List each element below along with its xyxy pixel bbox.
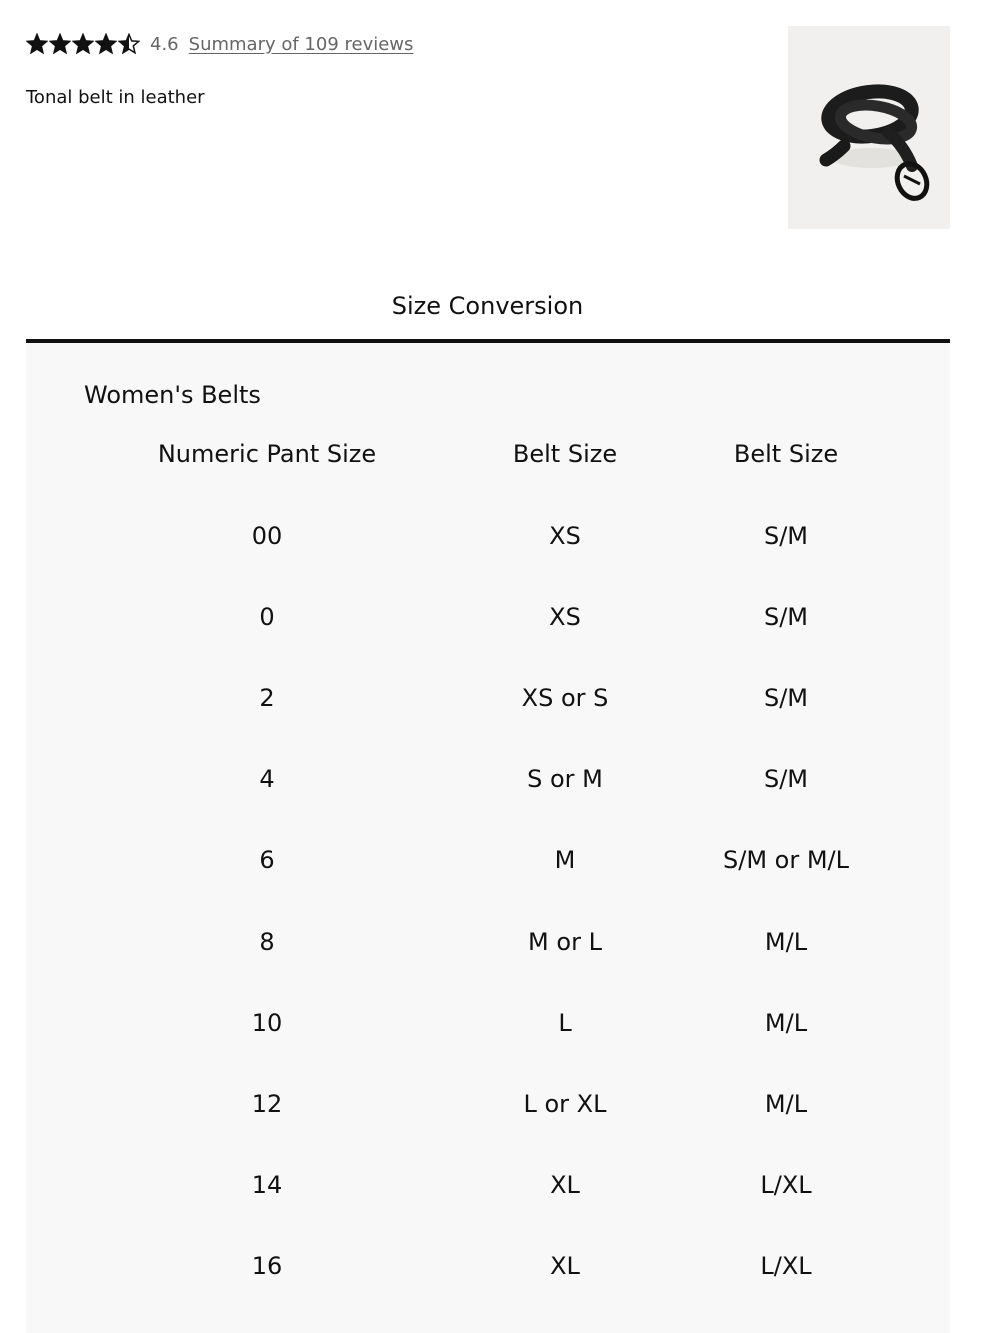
product-name: Tonal belt in leather (26, 87, 205, 108)
belt-size-alt-cell: S/M (763, 765, 809, 794)
column-header-belt-size-alt: Belt Size (733, 440, 839, 468)
belt-size-cell: XS (549, 603, 581, 632)
belt-size-alt-cell: M/L (764, 927, 808, 956)
belt-size-cell: L or XL (523, 1089, 607, 1118)
pant-size-cell: 12 (251, 1089, 283, 1118)
belt-size-cell: XL (550, 1170, 580, 1199)
star-icon (118, 33, 140, 55)
belt-size-cell: XL (550, 1251, 580, 1280)
pant-size-cell: 0 (259, 603, 275, 632)
size-conversion-panel (26, 343, 950, 1333)
belt-size-cell: XS or S (521, 684, 609, 713)
pant-size-cell: 6 (259, 846, 275, 875)
pant-size-cell: 00 (251, 522, 283, 550)
pant-size-cell: 10 (251, 1008, 283, 1037)
belt-size-alt-cell: S/M (763, 522, 809, 550)
star-icon (26, 33, 48, 55)
reviews-summary-link[interactable]: Summary of 109 reviews (188, 33, 414, 55)
pant-size-cell: 8 (259, 927, 275, 956)
table-heading: Women's Belts (84, 381, 261, 409)
belt-size-cell: M (554, 846, 576, 875)
belt-size-cell: S or M (527, 765, 603, 794)
star-icon (49, 33, 71, 55)
belt-size-alt-cell: S/M or M/L (723, 846, 849, 875)
belt-size-alt-cell: L/XL (760, 1251, 812, 1280)
pant-size-cell: 2 (259, 684, 275, 713)
belt-size-cell: L (558, 1008, 572, 1037)
belt-size-alt-cell: M/L (764, 1089, 808, 1118)
product-rating (26, 30, 413, 58)
belt-size-cell: M or L (528, 927, 602, 956)
leather-belt-image (788, 26, 950, 229)
star-icon (95, 33, 117, 55)
pant-size-cell: 4 (259, 765, 275, 794)
belt-size-alt-cell: S/M (763, 603, 809, 632)
pant-size-cell: 14 (251, 1170, 283, 1199)
column-header-pant-size: Numeric Pant Size (157, 440, 377, 468)
belt-icon (788, 26, 950, 229)
pant-size-cell: 16 (251, 1251, 283, 1280)
star-icon (72, 33, 94, 55)
column-header-belt-size: Belt Size (512, 440, 618, 468)
belt-size-alt-cell: S/M (763, 684, 809, 713)
size-conversion-title: Size Conversion (391, 292, 584, 320)
belt-size-cell: XS (549, 522, 581, 550)
belt-size-alt-cell: L/XL (760, 1170, 812, 1199)
belt-size-alt-cell: M/L (764, 1008, 808, 1037)
star-rating (26, 33, 140, 55)
rating-value: 4.6 (150, 33, 179, 55)
